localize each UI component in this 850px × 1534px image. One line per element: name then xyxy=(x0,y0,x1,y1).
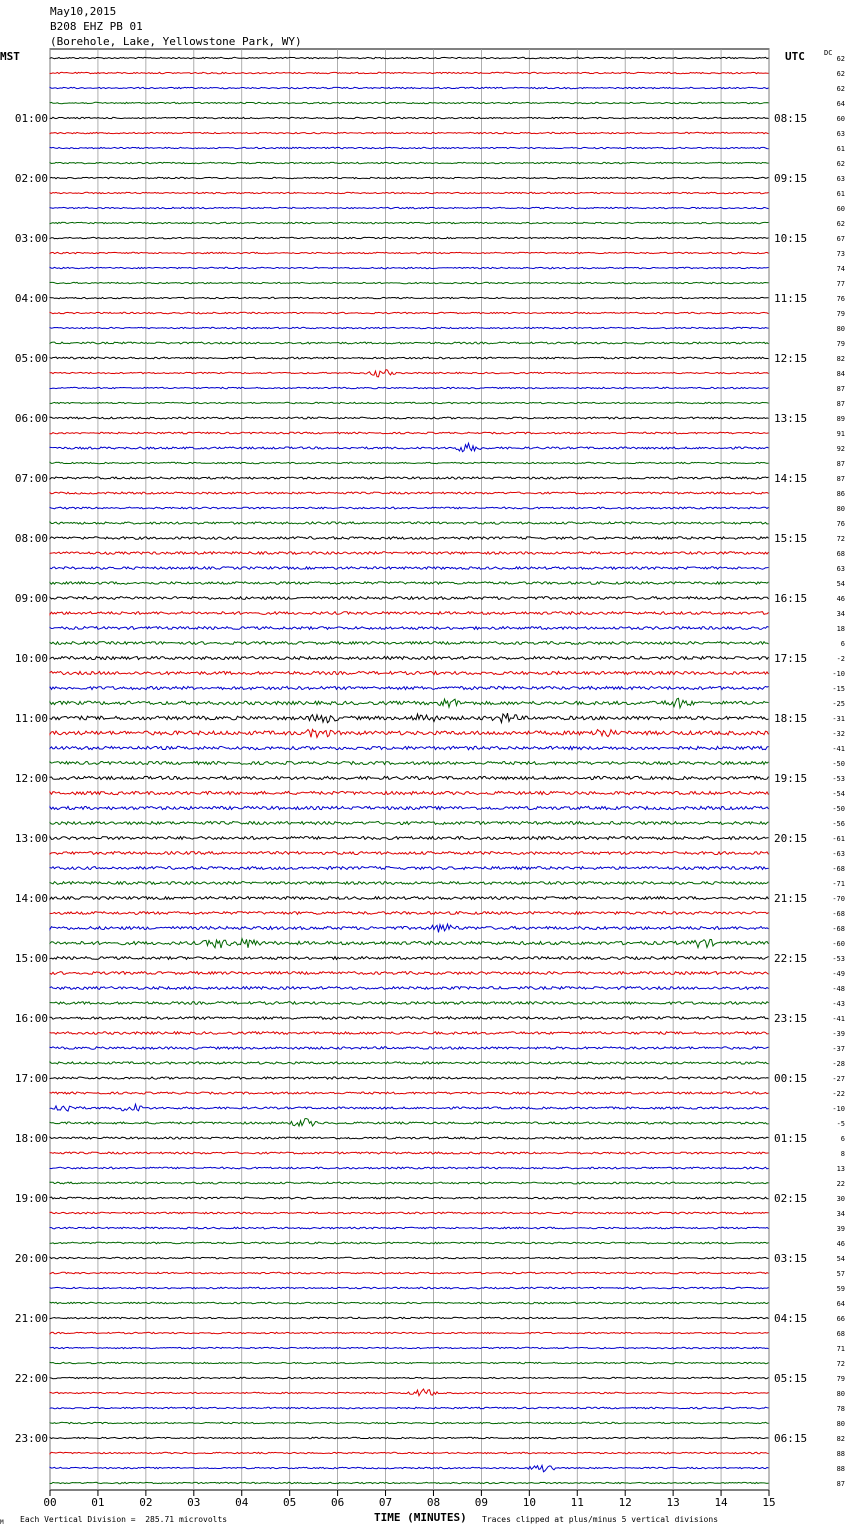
x-tick-label: 03 xyxy=(187,1496,201,1509)
dc-offset-label: -22 xyxy=(832,1090,845,1098)
right-hour-label: 08:15 xyxy=(774,112,808,125)
dc-offset-label: -39 xyxy=(832,1030,845,1038)
left-hour-label: 02:00 xyxy=(14,172,48,185)
x-tick-label: 13 xyxy=(666,1496,680,1509)
dc-offset-label: -2 xyxy=(836,655,845,663)
left-hour-label: 18:00 xyxy=(14,1132,48,1145)
right-hour-label: 16:15 xyxy=(774,592,808,605)
dc-offset-label: -43 xyxy=(832,1000,845,1008)
dc-offset-label: 68 xyxy=(836,550,845,558)
trace-line xyxy=(50,312,769,313)
trace-line xyxy=(50,671,769,674)
dc-offset-label: -28 xyxy=(832,1060,845,1068)
right-hour-label: 13:15 xyxy=(774,412,808,425)
dc-offset-label: 71 xyxy=(836,1345,845,1353)
right-hour-label: 04:15 xyxy=(774,1312,808,1325)
trace-line xyxy=(50,162,769,163)
dc-offset-label: -31 xyxy=(832,715,845,723)
x-tick-label: 10 xyxy=(522,1496,536,1509)
trace-line xyxy=(50,432,769,434)
trace-line xyxy=(50,713,769,723)
dc-offset-label: -53 xyxy=(832,955,845,963)
dc-offset-label: 61 xyxy=(836,145,845,153)
dc-offset-label: -60 xyxy=(832,940,845,948)
dc-offset-label: 87 xyxy=(836,460,845,468)
dc-offset-label: 62 xyxy=(836,85,845,93)
dc-offset-label: 87 xyxy=(836,1480,845,1488)
left-hour-label: 19:00 xyxy=(14,1192,48,1205)
dc-offset-label: 89 xyxy=(836,415,845,423)
dc-offset-label: 18 xyxy=(836,625,845,633)
left-timezone-label: MST xyxy=(0,50,20,63)
dc-offset-label: 73 xyxy=(836,250,845,258)
x-tick-label: 06 xyxy=(330,1496,345,1509)
dc-offset-label: 82 xyxy=(836,355,845,363)
trace-line xyxy=(50,1287,769,1289)
trace-line xyxy=(50,762,769,765)
dc-offset-label: 63 xyxy=(836,565,845,573)
x-tick-label: 12 xyxy=(618,1496,632,1509)
trace-line xyxy=(50,462,769,463)
dc-offset-label: -50 xyxy=(832,760,845,768)
dc-offset-label: 91 xyxy=(836,430,845,438)
dc-offset-label: -50 xyxy=(832,805,845,813)
dc-offset-label: -48 xyxy=(832,985,845,993)
x-tick-label: 02 xyxy=(139,1496,153,1509)
trace-line xyxy=(50,837,769,840)
dc-offset-label: -25 xyxy=(832,700,845,708)
dc-offset-label: 59 xyxy=(836,1285,845,1293)
trace-line xyxy=(50,698,769,708)
dc-offset-label: -27 xyxy=(832,1075,845,1083)
trace-line xyxy=(50,370,769,377)
x-tick-label: 05 xyxy=(283,1496,297,1509)
trace-line xyxy=(50,972,769,975)
dc-offset-label: -68 xyxy=(832,865,845,873)
trace-line xyxy=(50,1242,769,1244)
dc-offset-label: 87 xyxy=(836,385,845,393)
trace-line xyxy=(50,177,769,178)
dc-offset-label: -53 xyxy=(832,775,845,783)
left-hour-label: 10:00 xyxy=(14,652,48,665)
trace-line xyxy=(50,342,769,344)
trace-line xyxy=(50,642,769,645)
trace-line xyxy=(50,729,769,737)
dc-offset-label: 76 xyxy=(836,520,845,528)
trace-line xyxy=(50,1032,769,1035)
dc-offset-label: -70 xyxy=(832,895,845,903)
trace-line xyxy=(50,1257,769,1259)
dc-offset-label: 88 xyxy=(836,1450,845,1458)
dc-offset-label: 6 xyxy=(840,640,845,648)
right-hour-label: 14:15 xyxy=(774,472,808,485)
dc-offset-label: -56 xyxy=(832,820,845,828)
station-location: (Borehole, Lake, Yellowstone Park, WY) xyxy=(50,35,302,48)
trace-line xyxy=(50,1377,769,1378)
trace-line xyxy=(50,939,769,948)
left-hour-label: 22:00 xyxy=(14,1372,48,1385)
dc-offset-label: 66 xyxy=(836,1315,845,1323)
trace-line xyxy=(50,1317,769,1319)
dc-offset-label: 46 xyxy=(836,595,845,603)
trace-line xyxy=(50,912,769,915)
dc-offset-label: 74 xyxy=(836,265,845,273)
dc-offset-label: 87 xyxy=(836,400,845,408)
dc-offset-label: 62 xyxy=(836,70,845,78)
trace-line xyxy=(50,1422,769,1423)
right-hour-label: 03:15 xyxy=(774,1252,808,1265)
dc-offset-label: 30 xyxy=(836,1195,845,1203)
trace-line xyxy=(50,1092,769,1094)
trace-line xyxy=(50,1482,769,1483)
dc-offset-label: 54 xyxy=(836,580,845,588)
dc-offset-label: -54 xyxy=(832,790,845,798)
x-tick-label: 01 xyxy=(91,1496,105,1509)
dc-offset-label: -41 xyxy=(832,1015,845,1023)
trace-line xyxy=(50,387,769,388)
left-hour-label: 07:00 xyxy=(14,472,48,485)
left-hour-label: 16:00 xyxy=(14,1012,48,1025)
trace-line xyxy=(50,87,769,88)
trace-line xyxy=(50,776,769,779)
trace-line xyxy=(50,102,769,103)
plot-frame xyxy=(50,49,769,1490)
trace-line xyxy=(50,327,769,328)
left-hour-label: 12:00 xyxy=(14,772,48,785)
dc-offset-label: 79 xyxy=(836,340,845,348)
x-tick-label: 15 xyxy=(762,1496,776,1509)
trace-line xyxy=(50,57,769,58)
dc-offset-label: -5 xyxy=(836,1120,845,1128)
right-hour-label: 11:15 xyxy=(774,292,808,305)
station-code: B208 EHZ PB 01 xyxy=(50,20,143,33)
dc-offset-label: 61 xyxy=(836,190,845,198)
dc-offset-label: 67 xyxy=(836,235,845,243)
dc-offset-label: 60 xyxy=(836,205,845,213)
trace-line xyxy=(50,746,769,749)
dc-offset-label: 78 xyxy=(836,1405,845,1413)
trace-line xyxy=(50,1407,769,1409)
dc-offset-label: 63 xyxy=(836,175,845,183)
dc-offset-label: 87 xyxy=(836,475,845,483)
trace-line xyxy=(50,627,769,630)
trace-line xyxy=(50,132,769,133)
trace-line xyxy=(50,1465,769,1471)
left-hour-label: 09:00 xyxy=(14,592,48,605)
trace-line xyxy=(50,1182,769,1184)
right-hour-label: 15:15 xyxy=(774,532,808,545)
trace-line xyxy=(50,1152,769,1154)
trace-line xyxy=(50,252,769,253)
trace-line xyxy=(50,1002,769,1005)
trace-line xyxy=(50,924,769,932)
left-hour-label: 15:00 xyxy=(14,952,48,965)
dc-offset-label: 80 xyxy=(836,1390,845,1398)
left-hour-label: 14:00 xyxy=(14,892,48,905)
trace-line xyxy=(50,1017,769,1020)
right-hour-label: 18:15 xyxy=(774,712,808,725)
trace-line xyxy=(50,207,769,208)
dc-offset-header: DC xyxy=(824,49,833,57)
trace-line xyxy=(50,477,769,479)
left-hour-label: 21:00 xyxy=(14,1312,48,1325)
x-tick-label: 00 xyxy=(43,1496,57,1509)
clip-note: Traces clipped at plus/minus 5 vertical divisions xyxy=(482,1515,719,1524)
dc-offset-label: 80 xyxy=(836,1420,845,1428)
dc-offset-label: 84 xyxy=(836,370,845,378)
left-hour-label: 20:00 xyxy=(14,1252,48,1265)
trace-line xyxy=(50,791,769,794)
dc-offset-label: 79 xyxy=(836,1375,845,1383)
trace-line xyxy=(50,822,769,825)
dc-offset-label: 86 xyxy=(836,490,845,498)
trace-line xyxy=(50,987,769,990)
dc-offset-label: -63 xyxy=(832,850,845,858)
dc-offset-label: 92 xyxy=(836,445,845,453)
trace-line xyxy=(50,222,769,223)
dc-offset-label: 64 xyxy=(836,100,845,108)
left-hour-label: 13:00 xyxy=(14,832,48,845)
trace-line xyxy=(50,267,769,268)
trace-line xyxy=(50,1197,769,1199)
dc-offset-label: 76 xyxy=(836,295,845,303)
trace-line xyxy=(50,1437,769,1438)
x-tick-label: 08 xyxy=(426,1496,441,1509)
dc-offset-label: 68 xyxy=(836,1330,845,1338)
dc-offset-label: 63 xyxy=(836,130,845,138)
right-hour-label: 00:15 xyxy=(774,1072,808,1085)
right-hour-label: 10:15 xyxy=(774,232,808,245)
trace-line xyxy=(50,957,769,960)
trace-line xyxy=(50,867,769,870)
left-hour-label: 11:00 xyxy=(14,712,48,725)
dc-offset-label: 62 xyxy=(836,160,845,168)
x-axis-title: TIME (MINUTES) xyxy=(374,1511,467,1524)
left-hour-label: 03:00 xyxy=(14,232,48,245)
left-hour-label: 05:00 xyxy=(14,352,48,365)
dc-offset-label: 6 xyxy=(840,1135,845,1143)
trace-line xyxy=(50,852,769,855)
dc-offset-label: 64 xyxy=(836,1300,845,1308)
trace-line xyxy=(50,1212,769,1214)
trace-line xyxy=(50,1062,769,1064)
trace-line xyxy=(50,402,769,403)
plot-date: May10,2015 xyxy=(50,5,117,18)
dc-offset-label: 34 xyxy=(836,1210,845,1218)
dc-offset-label: 34 xyxy=(836,610,845,618)
right-hour-label: 01:15 xyxy=(774,1132,808,1145)
dc-offset-label: 80 xyxy=(836,325,845,333)
trace-line xyxy=(50,1452,769,1453)
trace-line xyxy=(50,1347,769,1348)
trace-line xyxy=(50,1272,769,1274)
right-hour-label: 12:15 xyxy=(774,352,808,365)
trace-line xyxy=(50,117,769,118)
trace-line xyxy=(50,1119,769,1127)
dc-offset-label: -37 xyxy=(832,1045,845,1053)
dc-offset-label: -68 xyxy=(832,925,845,933)
right-hour-label: 19:15 xyxy=(774,772,808,785)
trace-line xyxy=(50,492,769,494)
right-timezone-label: UTC xyxy=(785,50,805,63)
left-hour-label: 23:00 xyxy=(14,1432,48,1445)
dc-offset-label: -61 xyxy=(832,835,845,843)
dc-offset-label: 39 xyxy=(836,1225,845,1233)
dc-offset-label: -15 xyxy=(832,685,845,693)
right-hour-label: 20:15 xyxy=(774,832,808,845)
dc-offset-label: 79 xyxy=(836,310,845,318)
right-hour-label: 23:15 xyxy=(774,1012,808,1025)
trace-line xyxy=(50,612,769,615)
x-tick-label: 09 xyxy=(474,1496,489,1509)
dc-offset-label: 62 xyxy=(836,55,845,63)
dc-offset-label: 80 xyxy=(836,505,845,513)
trace-line xyxy=(50,147,769,148)
trace-line xyxy=(50,582,769,585)
trace-line xyxy=(50,567,769,569)
trace-line xyxy=(50,597,769,600)
right-hour-label: 09:15 xyxy=(774,172,808,185)
trace-line xyxy=(50,443,769,452)
dc-offset-label: -10 xyxy=(832,1105,845,1113)
trace-line xyxy=(50,72,769,73)
trace-line xyxy=(50,806,769,809)
trace-line xyxy=(50,537,769,540)
trace-line xyxy=(50,237,769,238)
dc-offset-label: 62 xyxy=(836,220,845,228)
trace-line xyxy=(50,1077,769,1079)
trace-line xyxy=(50,1137,769,1139)
dc-offset-label: 60 xyxy=(836,115,845,123)
trace-line xyxy=(50,1227,769,1229)
dc-offset-label: 46 xyxy=(836,1240,845,1248)
dc-offset-label: -32 xyxy=(832,730,845,738)
vertical-division-note: Each Vertical Division = 285.71 microvolts xyxy=(20,1515,228,1524)
left-hour-label: 08:00 xyxy=(14,532,48,545)
trace-line xyxy=(50,552,769,555)
dc-offset-label: 22 xyxy=(836,1180,845,1188)
trace-line xyxy=(50,897,769,900)
dc-offset-label: 8 xyxy=(840,1150,845,1158)
right-hour-label: 05:15 xyxy=(774,1372,808,1385)
x-tick-label: 11 xyxy=(570,1496,584,1509)
trace-line xyxy=(50,282,769,283)
x-tick-label: 04 xyxy=(235,1496,249,1509)
trace-line xyxy=(50,522,769,524)
trace-line xyxy=(50,297,769,298)
right-hour-label: 22:15 xyxy=(774,952,808,965)
trace-line xyxy=(50,1362,769,1363)
right-hour-label: 17:15 xyxy=(774,652,808,665)
dc-offset-label: -68 xyxy=(832,910,845,918)
left-hour-label: 06:00 xyxy=(14,412,48,425)
corner-mark: M xyxy=(0,1519,4,1526)
left-hour-label: 01:00 xyxy=(14,112,48,125)
dc-offset-label: 57 xyxy=(836,1270,845,1278)
x-tick-label: 07 xyxy=(378,1496,393,1509)
trace-line xyxy=(50,1389,769,1396)
trace-line xyxy=(50,192,769,193)
trace-line xyxy=(50,686,769,689)
trace-line xyxy=(50,882,769,885)
left-hour-label: 04:00 xyxy=(14,292,48,305)
right-hour-label: 06:15 xyxy=(774,1432,808,1445)
dc-offset-label: 88 xyxy=(836,1465,845,1473)
trace-line xyxy=(50,1047,769,1049)
dc-offset-label: 72 xyxy=(836,535,845,543)
dc-offset-label: -49 xyxy=(832,970,845,978)
dc-offset-label: -10 xyxy=(832,670,845,678)
x-tick-label: 14 xyxy=(714,1496,728,1509)
dc-offset-label: 13 xyxy=(836,1165,845,1173)
dc-offset-label: -41 xyxy=(832,745,845,753)
dc-offset-label: 54 xyxy=(836,1255,845,1263)
dc-offset-label: -71 xyxy=(832,880,845,888)
trace-line xyxy=(50,1104,769,1111)
trace-line xyxy=(50,657,769,660)
dc-offset-label: 77 xyxy=(836,280,845,288)
trace-line xyxy=(50,1302,769,1304)
right-hour-label: 02:15 xyxy=(774,1192,808,1205)
dc-offset-label: 82 xyxy=(836,1435,845,1443)
left-hour-label: 17:00 xyxy=(14,1072,48,1085)
trace-line xyxy=(50,507,769,509)
right-hour-label: 21:15 xyxy=(774,892,808,905)
dc-offset-label: 72 xyxy=(836,1360,845,1368)
trace-line xyxy=(50,1332,769,1333)
trace-line xyxy=(50,1167,769,1169)
trace-line xyxy=(50,357,769,359)
trace-line xyxy=(50,417,769,419)
